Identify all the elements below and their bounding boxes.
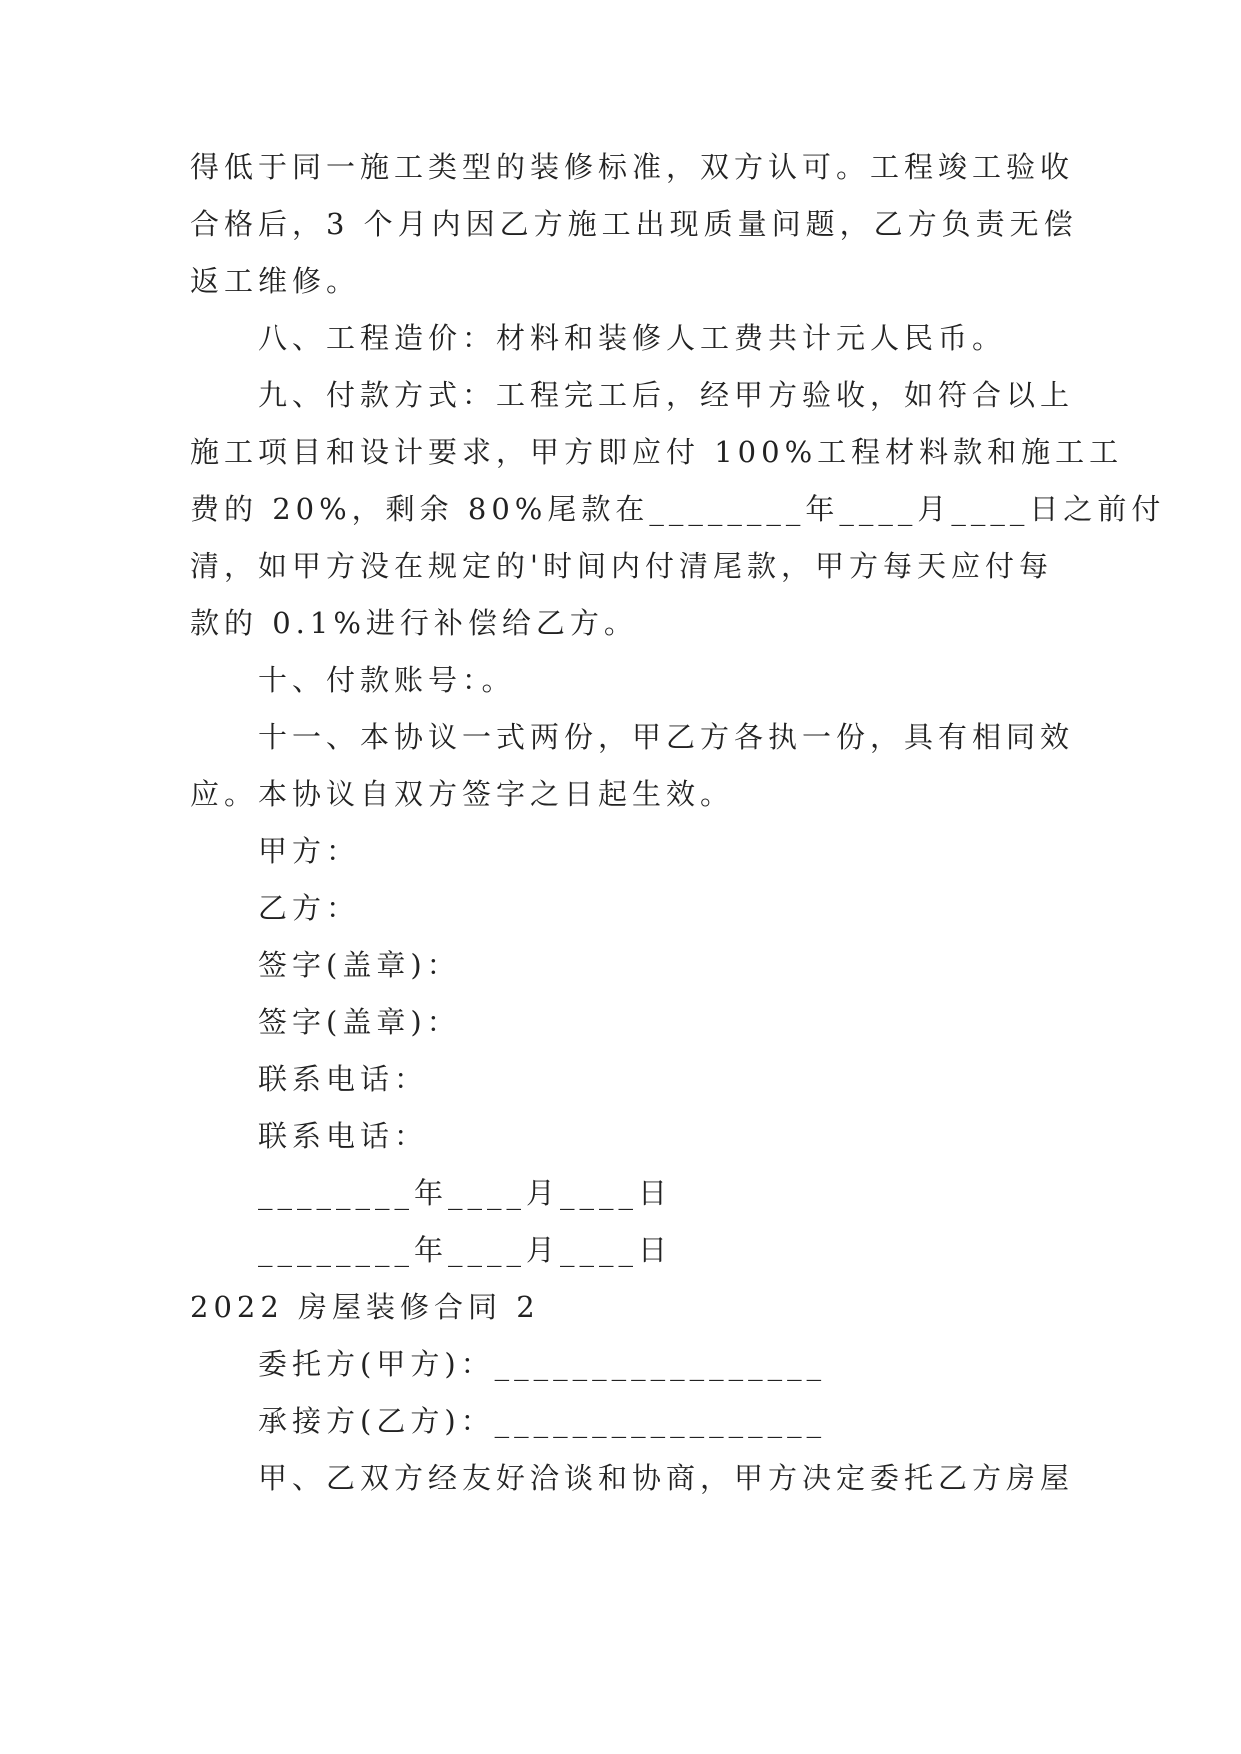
section-11-copies: 十一、本协议一式两份，甲乙方各执一份，具有相同效 xyxy=(258,720,1075,754)
contract-title: 2022 房屋装修合同 2 xyxy=(190,1290,540,1324)
contract-body xyxy=(190,139,1166,1507)
body-line: 款的 0.1%进行补偿给乙方。 xyxy=(190,606,638,640)
phone-label: 联系电话： xyxy=(258,1062,429,1096)
contractor-party-line: 承接方(乙方)：_________________ xyxy=(258,1404,827,1438)
client-party-line: 委托方(甲方)：_________________ xyxy=(258,1347,827,1381)
body-line: 返工维修。 xyxy=(190,264,361,298)
body-line: 甲、乙双方经友好洽谈和协商，甲方决定委托乙方房屋 xyxy=(258,1461,1075,1495)
party-b-label: 乙方： xyxy=(258,891,361,925)
section-10-account: 十、付款账号：。 xyxy=(258,663,516,697)
body-line: 得低于同一施工类型的装修标准，双方认可。工程竣工验收 xyxy=(190,150,1075,184)
signature-seal-label: 签字(盖章)： xyxy=(258,1005,461,1039)
body-line: 费的 20%，剩余 80%尾款在________年____月____日之前付 xyxy=(190,492,1166,526)
party-a-label: 甲方： xyxy=(258,834,361,868)
date-line: ________年____月____日 xyxy=(258,1233,673,1267)
section-8-cost: 八、工程造价：材料和装修人工费共计元人民币。 xyxy=(258,321,1007,355)
body-line: 施工项目和设计要求，甲方即应付 100%工程材料款和施工工 xyxy=(190,435,1124,469)
section-9-payment: 九、付款方式：工程完工后，经甲方验收，如符合以上 xyxy=(258,378,1075,412)
date-line: ________年____月____日 xyxy=(258,1176,673,1210)
signature-seal-label: 签字(盖章)： xyxy=(258,948,461,982)
phone-label: 联系电话： xyxy=(258,1119,429,1153)
body-line: 合格后，3 个月内因乙方施工出现质量问题，乙方负责无偿 xyxy=(190,207,1078,241)
body-line: 清，如甲方没在规定的'时间内付清尾款，甲方每天应付每 xyxy=(190,549,1053,583)
body-line: 应。本协议自双方签字之日起生效。 xyxy=(190,777,735,811)
